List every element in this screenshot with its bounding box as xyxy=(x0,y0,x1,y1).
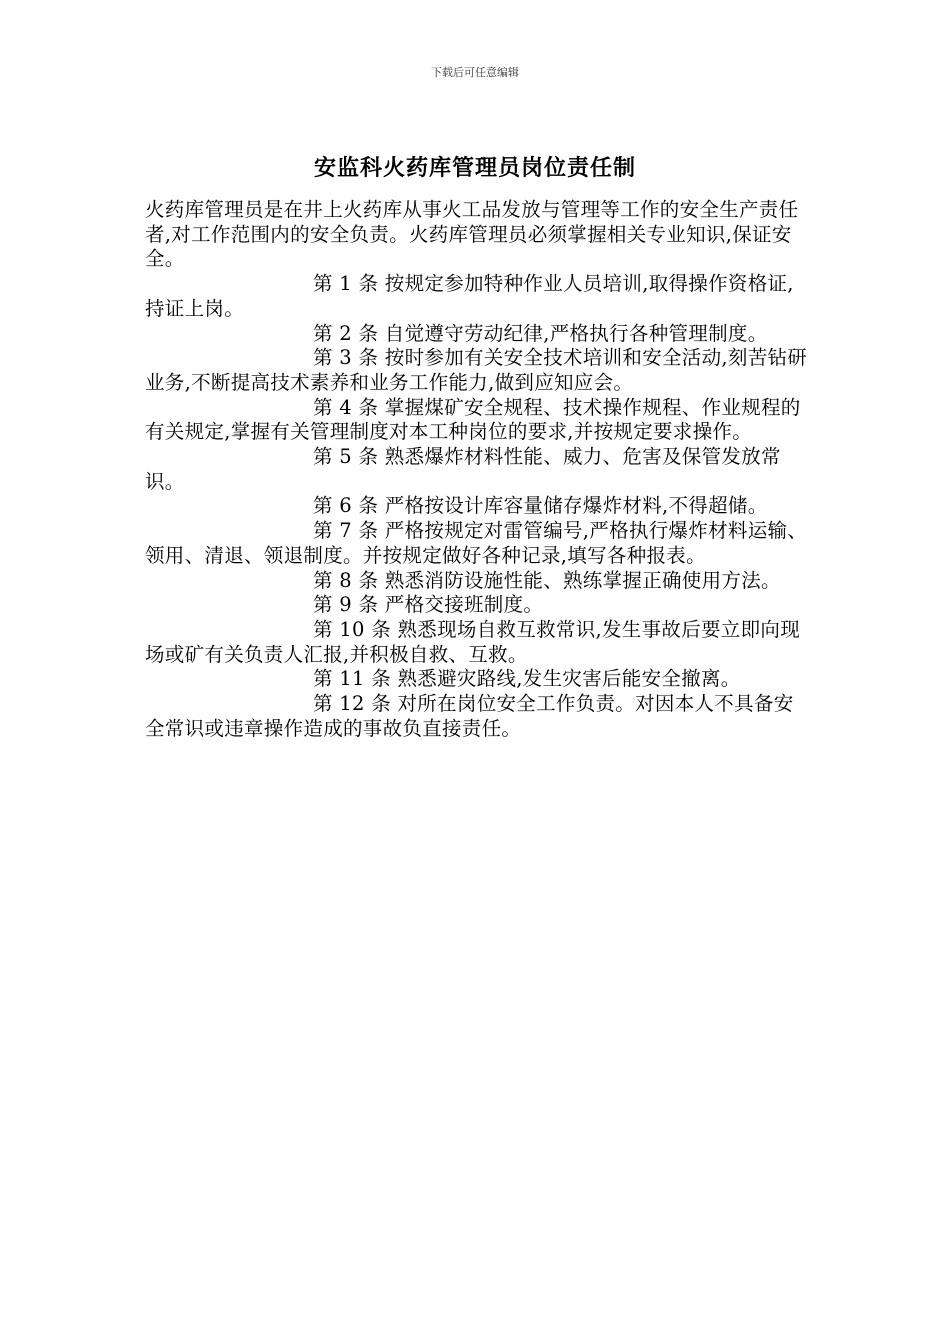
article-6: 第 6 条 严格按设计库容量储存爆炸材料,不得超储。 xyxy=(313,494,768,518)
document-body xyxy=(145,198,813,741)
document-title: 安监科火药库管理员岗位责任制 xyxy=(313,155,636,181)
article-2: 第 2 条 自觉遵守劳动纪律,严格执行各种管理制度。 xyxy=(313,321,768,345)
article-3: 第 3 条 按时参加有关安全技术培训和安全活动,刻苦钻研业务,不断提高技术素养和业务工作能力,做到应知应会。 xyxy=(145,346,808,394)
page-header-note: 下载后可任意编辑 xyxy=(431,66,519,79)
article-10: 第 10 条 熟悉现场自救互救常识,发生事故后要立即向现场或矿有关负责人汇报,并积极自救、互救。 xyxy=(145,617,801,666)
article-5: 第 5 条 熟悉爆炸材料性能、威力、危害及保管发放常识。 xyxy=(145,445,781,493)
article-1: 第 1 条 按规定参加特种作业人员培训,取得操作资格证,持证上岗。 xyxy=(145,272,794,320)
article-8: 第 8 条 熟悉消防设施性能、熟练掌握正确使用方法。 xyxy=(313,568,781,592)
intro-paragraph: 火药库管理员是在井上火药库从事火工品发放与管理等工作的安全生产责任者,对工作范围内的安全负责。火药库管理员必须掌握相关专业知识,保证安全。 xyxy=(145,198,799,271)
article-12: 第 12 条 对所在岗位安全工作负责。对因本人不具备安全常识或违章操作造成的事故负直接责任。 xyxy=(145,692,794,740)
article-11: 第 11 条 熟悉避灾路线,发生灾害后能安全撤离。 xyxy=(313,667,741,691)
article-4: 第 4 条 掌握煤矿安全规程、技术操作规程、作业规程的有关规定,掌握有关管理制度对本工种岗位的要求,并按规定要求操作。 xyxy=(145,395,801,444)
article-7: 第 7 条 严格按规定对雷管编号,严格执行爆炸材料运输、领用、清退、领退制度。并按规定做好各种记录,填写各种报表。 xyxy=(145,519,808,567)
article-9: 第 9 条 严格交接班制度。 xyxy=(313,593,544,617)
